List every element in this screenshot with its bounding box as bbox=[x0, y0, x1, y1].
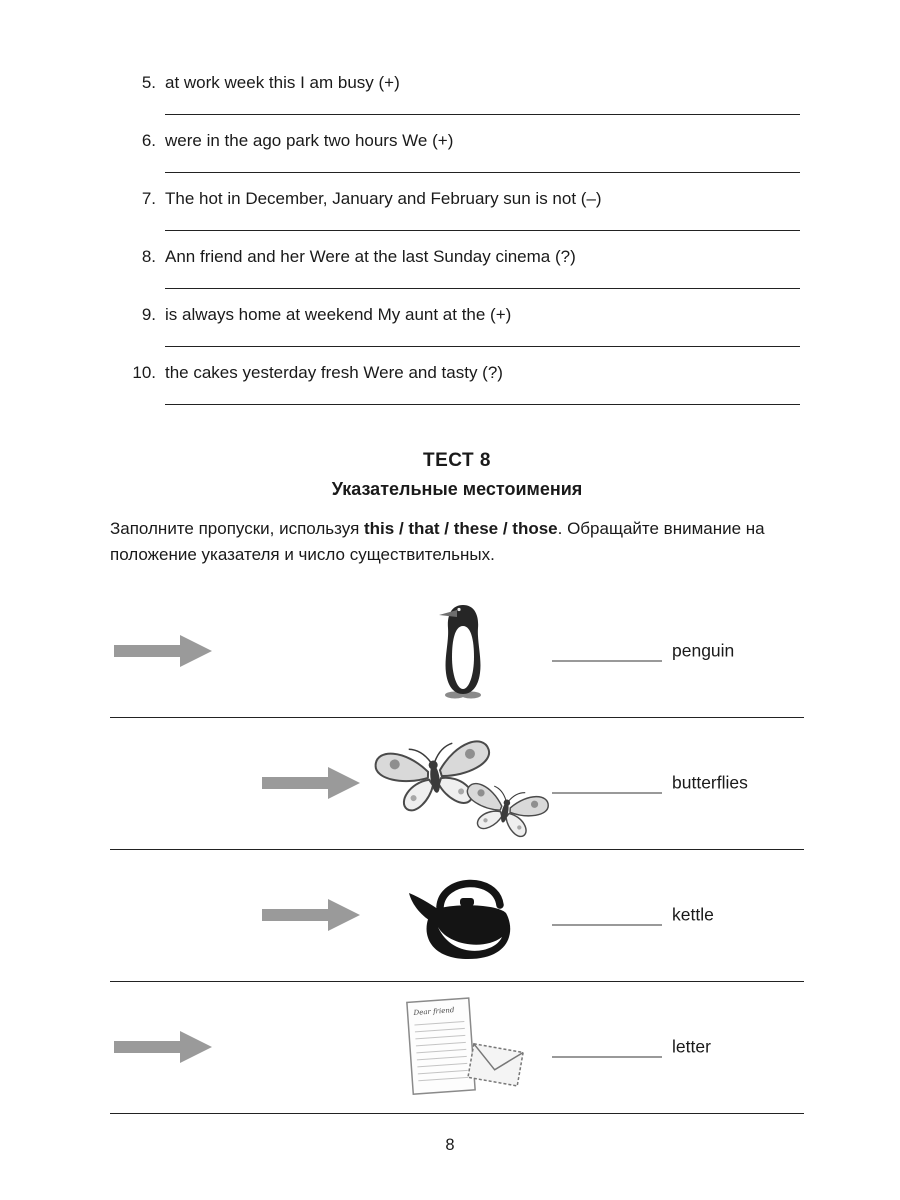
exercise-item bbox=[110, 188, 802, 246]
picture-row bbox=[110, 586, 804, 718]
item-text: is always home at weekend My aunt at the (+) bbox=[165, 305, 512, 324]
letter-image bbox=[362, 996, 562, 1098]
answer-area bbox=[552, 905, 714, 926]
arrow-icon bbox=[262, 765, 362, 801]
butterflies-image bbox=[362, 727, 562, 839]
item-text: Ann friend and her Were at the last Sunday cinema (?) bbox=[165, 247, 576, 266]
letter-salutation: Dear friend bbox=[413, 1006, 455, 1018]
item-text: at work week this I am busy (+) bbox=[165, 73, 400, 92]
item-text: were in the ago park two hours We (+) bbox=[165, 131, 454, 150]
picture-rows bbox=[110, 586, 804, 1114]
answer-line[interactable] bbox=[165, 230, 800, 231]
page-number: 8 bbox=[445, 1135, 455, 1154]
answer-line[interactable] bbox=[165, 288, 800, 289]
penguin-image bbox=[362, 602, 562, 700]
test-8-section bbox=[110, 450, 804, 1114]
exercise-item bbox=[110, 72, 802, 130]
answer-area bbox=[552, 773, 748, 794]
arrow-icon bbox=[114, 633, 214, 669]
answer-blank[interactable] bbox=[552, 1039, 662, 1058]
answer-line[interactable] bbox=[165, 172, 800, 173]
kettle-image bbox=[362, 867, 562, 963]
picture-row bbox=[110, 718, 804, 850]
exercise-item bbox=[110, 304, 802, 362]
unscramble-exercise bbox=[110, 72, 802, 420]
picture-row bbox=[110, 850, 804, 982]
item-text: the cakes yesterday fresh Were and tasty (?) bbox=[165, 363, 503, 382]
answer-line[interactable] bbox=[165, 114, 800, 115]
answer-label: penguin bbox=[672, 640, 735, 661]
answer-label: kettle bbox=[672, 904, 714, 925]
item-number: 10. bbox=[132, 363, 156, 382]
item-number: 9. bbox=[141, 305, 156, 324]
answer-blank[interactable] bbox=[552, 643, 662, 662]
item-number: 6. bbox=[141, 131, 156, 150]
item-number: 5. bbox=[141, 73, 156, 92]
arrow-icon bbox=[262, 897, 362, 933]
answer-area bbox=[552, 641, 734, 662]
answer-line[interactable] bbox=[165, 346, 800, 347]
exercise-item bbox=[110, 362, 802, 420]
instructions-text-pre: Заполните пропуски, используя bbox=[110, 519, 364, 538]
answer-label: letter bbox=[672, 1036, 711, 1057]
test-subtitle: Указательные местоимения bbox=[331, 479, 583, 499]
item-number: 8. bbox=[141, 247, 156, 266]
item-number: 7. bbox=[141, 189, 156, 208]
instructions bbox=[110, 516, 804, 569]
picture-row bbox=[110, 982, 804, 1114]
instructions-bold-options: this / that / these / those bbox=[364, 519, 558, 538]
test-title: ТЕСТ 8 bbox=[423, 450, 491, 471]
exercise-item bbox=[110, 246, 802, 304]
answer-blank[interactable] bbox=[552, 907, 662, 926]
answer-area bbox=[552, 1037, 711, 1058]
arrow-icon bbox=[114, 1029, 214, 1065]
instructions-text-post: . Обращайте внимание на положение указателя и число существительных. bbox=[110, 519, 765, 565]
exercise-item bbox=[110, 130, 802, 188]
answer-line[interactable] bbox=[165, 404, 800, 405]
item-text: The hot in December, January and February sun is not (–) bbox=[165, 189, 602, 208]
answer-label: butterflies bbox=[672, 772, 748, 793]
answer-blank[interactable] bbox=[552, 775, 662, 794]
